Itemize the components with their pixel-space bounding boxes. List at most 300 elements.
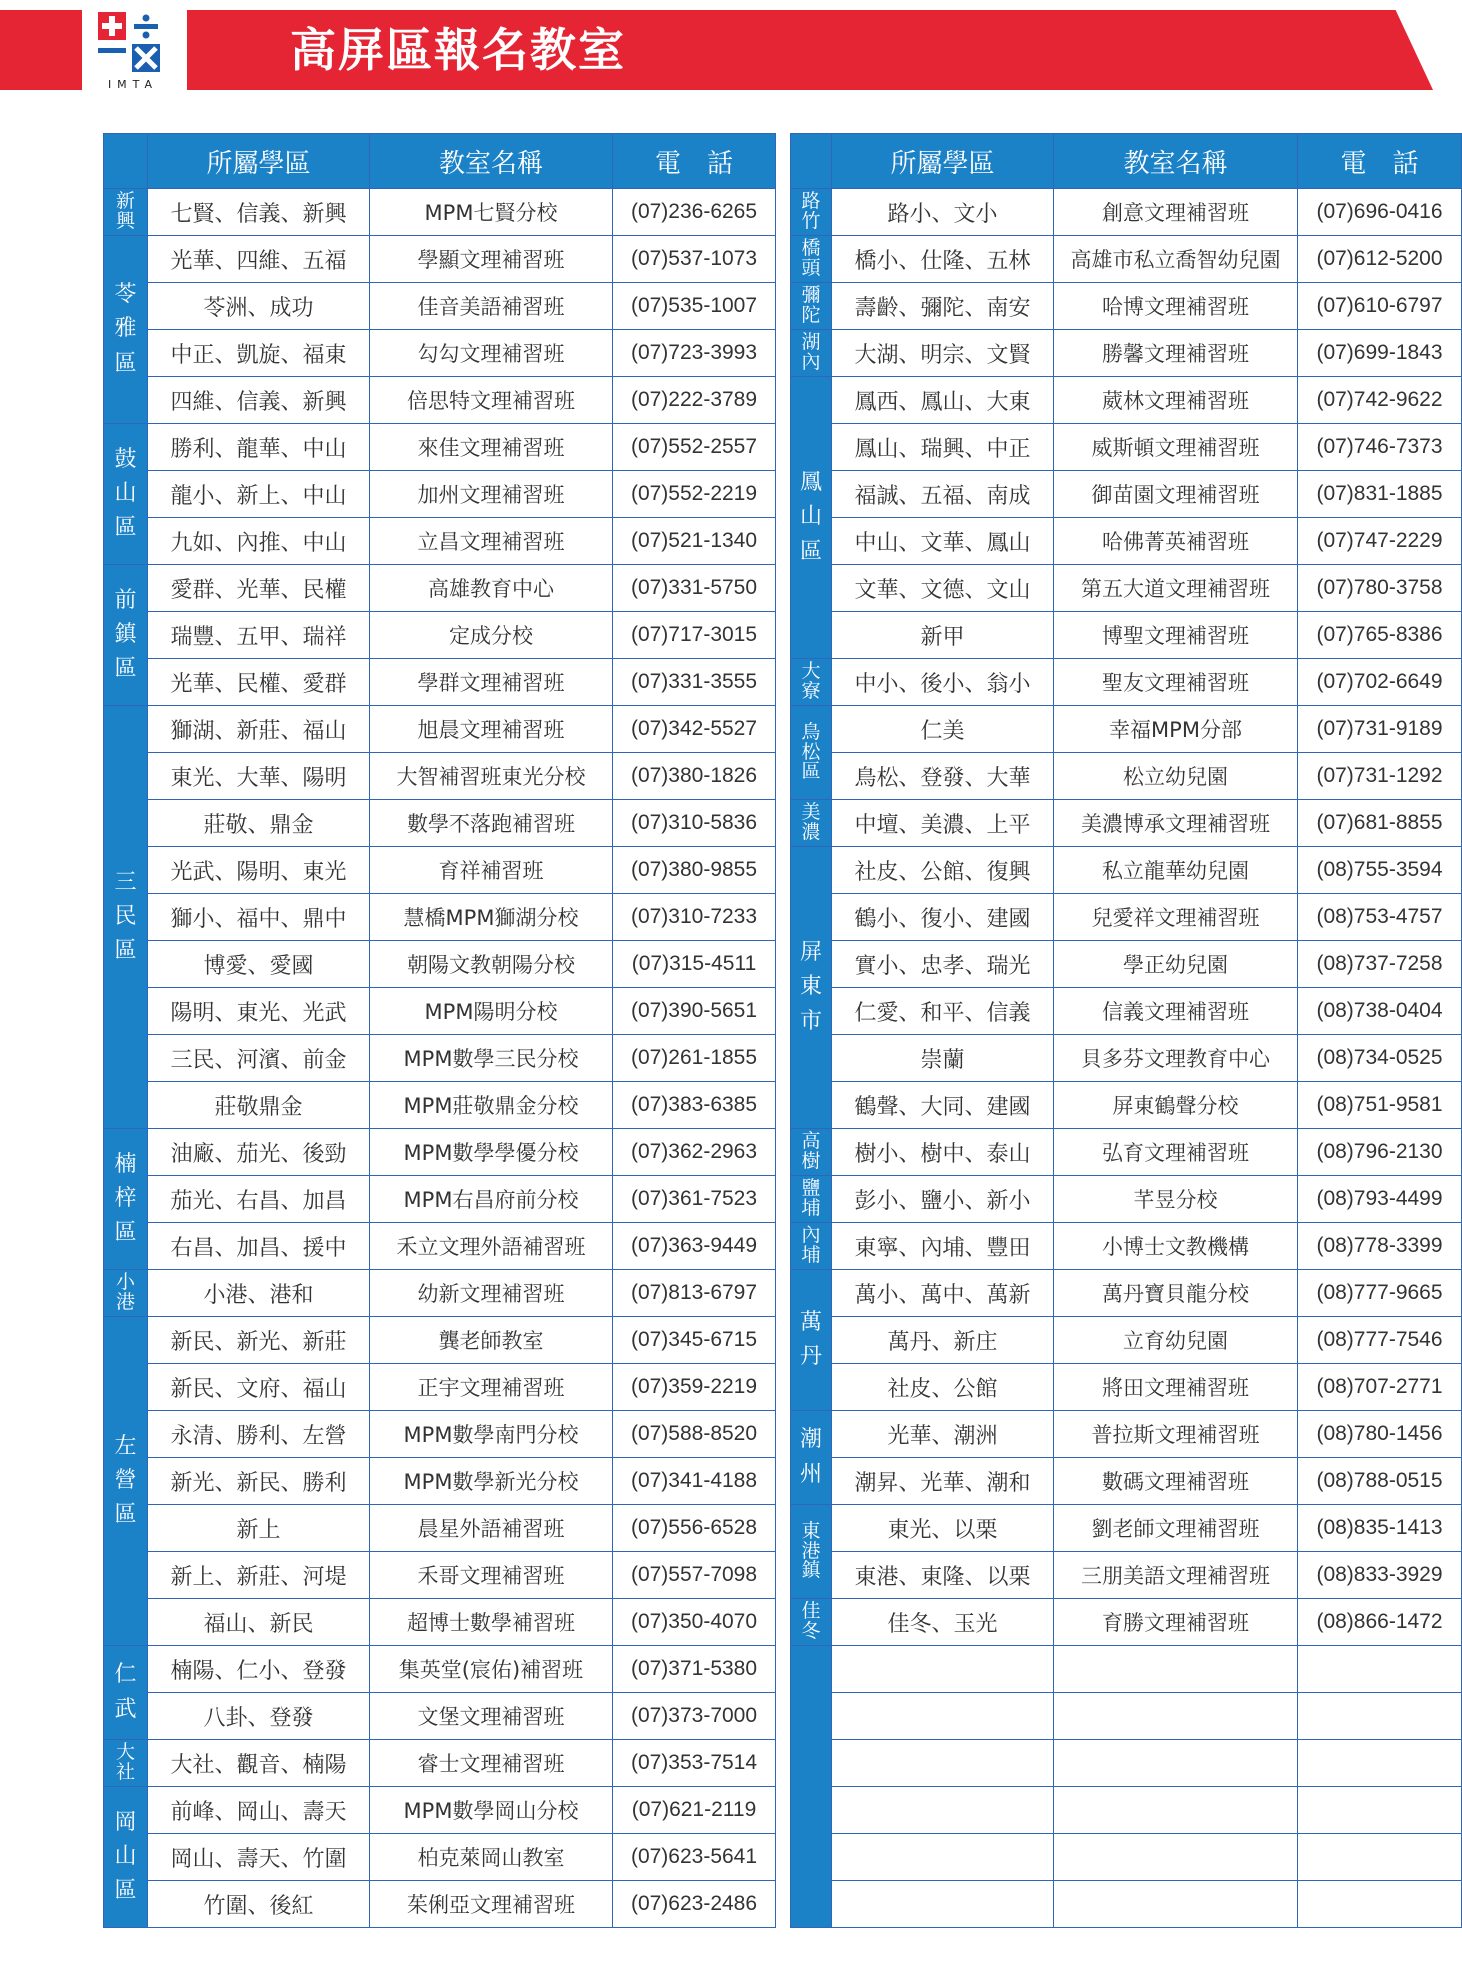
- phone-cell: (07)371-5380: [613, 1646, 776, 1693]
- phone-cell: (07)222-3789: [613, 377, 776, 424]
- region-cell: 湖 內: [791, 330, 832, 377]
- district-cell: 壽齡、彌陀、南安: [832, 283, 1054, 330]
- classroom-cell: 慧橋MPM獅湖分校: [370, 894, 613, 941]
- table-row: [104, 941, 776, 988]
- classroom-cell: 勾勾文理補習班: [370, 330, 613, 377]
- table-row: [104, 330, 776, 377]
- table-row: [104, 800, 776, 847]
- classroom-cell: 屏東鶴聲分校: [1054, 1082, 1298, 1129]
- table-row: [791, 1129, 1462, 1176]
- district-cell: 鳳西、鳳山、大東: [832, 377, 1054, 424]
- classroom-cell: MPM莊敬鼎金分校: [370, 1082, 613, 1129]
- district-cell: 三民、河濱、前金: [148, 1035, 370, 1082]
- table-row: [104, 236, 776, 283]
- district-cell: 勝利、龍華、中山: [148, 424, 370, 471]
- classroom-cell: 立育幼兒園: [1054, 1317, 1298, 1364]
- phone-cell: (07)341-4188: [613, 1458, 776, 1505]
- phone-cell: (07)331-3555: [613, 659, 776, 706]
- right-classroom-table: [790, 133, 1462, 1928]
- table-row: [104, 659, 776, 706]
- district-cell: 獅小、福中、鼎中: [148, 894, 370, 941]
- region-cell: 苓 雅 區: [104, 236, 148, 424]
- table-row: [791, 236, 1462, 283]
- phone-cell: (08)707-2771: [1298, 1364, 1462, 1411]
- classroom-cell: 睿士文理補習班: [370, 1740, 613, 1787]
- classroom-cell: 禾哥文理補習班: [370, 1552, 613, 1599]
- district-cell: 萬小、萬中、萬新: [832, 1270, 1054, 1317]
- table-row: [104, 1223, 776, 1270]
- district-cell: [832, 1881, 1054, 1928]
- phone-cell: (07)390-5651: [613, 988, 776, 1035]
- region-cell: 內 埔: [791, 1223, 832, 1270]
- classroom-cell: MPM右昌府前分校: [370, 1176, 613, 1223]
- region-cell: 岡 山 區: [104, 1787, 148, 1928]
- region-cell: 三 民 區: [104, 706, 148, 1129]
- district-cell: 樹小、樹中、泰山: [832, 1129, 1054, 1176]
- district-cell: 永清、勝利、左營: [148, 1411, 370, 1458]
- phone-cell: (08)793-4499: [1298, 1176, 1462, 1223]
- phone-cell: (08)755-3594: [1298, 847, 1462, 894]
- table-row: [104, 471, 776, 518]
- district-cell: 茄光、右昌、加昌: [148, 1176, 370, 1223]
- region-cell: 楠 梓 區: [104, 1129, 148, 1270]
- phone-cell: (07)362-2963: [613, 1129, 776, 1176]
- district-cell: 實小、忠孝、瑞光: [832, 941, 1054, 988]
- district-cell: 光武、陽明、東光: [148, 847, 370, 894]
- phone-cell: [1298, 1646, 1462, 1693]
- classroom-cell: 貝多芬文理教育中心: [1054, 1035, 1298, 1082]
- district-cell: 福誠、五福、南成: [832, 471, 1054, 518]
- district-cell: 龍小、新上、中山: [148, 471, 370, 518]
- phone-cell: (07)746-7373: [1298, 424, 1462, 471]
- phone-cell: (08)866-1472: [1298, 1599, 1462, 1646]
- district-cell: 東光、大華、陽明: [148, 753, 370, 800]
- district-cell: 右昌、加昌、援中: [148, 1223, 370, 1270]
- phone-cell: (07)342-5527: [613, 706, 776, 753]
- phone-cell: (08)777-7546: [1298, 1317, 1462, 1364]
- phone-cell: (07)623-2486: [613, 1881, 776, 1928]
- region-cell: 大 社: [104, 1740, 148, 1787]
- classroom-cell: MPM七賢分校: [370, 189, 613, 236]
- phone-cell: (08)777-9665: [1298, 1270, 1462, 1317]
- classroom-cell: 芊昱分校: [1054, 1176, 1298, 1223]
- classroom-cell: 文堡文理補習班: [370, 1693, 613, 1740]
- table-row: [791, 1834, 1462, 1881]
- table-row: [104, 1646, 776, 1693]
- classroom-cell: 大智補習班東光分校: [370, 753, 613, 800]
- district-cell: 文華、文德、文山: [832, 565, 1054, 612]
- phone-cell: (07)731-1292: [1298, 753, 1462, 800]
- phone-cell: (07)315-4511: [613, 941, 776, 988]
- classroom-cell: 御苗園文理補習班: [1054, 471, 1298, 518]
- region-cell: 橋 頭: [791, 236, 832, 283]
- phone-cell: (08)737-7258: [1298, 941, 1462, 988]
- table-header-row: [791, 134, 1462, 189]
- phone-cell: (07)556-6528: [613, 1505, 776, 1552]
- classroom-cell: 晨星外語補習班: [370, 1505, 613, 1552]
- table-row: [104, 1082, 776, 1129]
- table-row: [791, 1740, 1462, 1787]
- classroom-cell: 正宇文理補習班: [370, 1364, 613, 1411]
- district-cell: 前峰、岡山、壽天: [148, 1787, 370, 1834]
- table-row: [791, 1082, 1462, 1129]
- table-row: [791, 659, 1462, 706]
- table-row: [791, 1881, 1462, 1928]
- district-cell: 潮昇、光華、潮和: [832, 1458, 1054, 1505]
- district-cell: [832, 1740, 1054, 1787]
- district-cell: 楠陽、仁小、登發: [148, 1646, 370, 1693]
- classroom-cell: 立昌文理補習班: [370, 518, 613, 565]
- classroom-cell: 旭晨文理補習班: [370, 706, 613, 753]
- phone-cell: (07)623-5641: [613, 1834, 776, 1881]
- table-row: [104, 189, 776, 236]
- table-row: [104, 1552, 776, 1599]
- table-row: [791, 1176, 1462, 1223]
- table-row: [104, 1270, 776, 1317]
- phone-cell: (07)696-0416: [1298, 189, 1462, 236]
- classroom-cell: [1054, 1740, 1298, 1787]
- phone-cell: (08)734-0525: [1298, 1035, 1462, 1082]
- phone-cell: (07)535-1007: [613, 283, 776, 330]
- classroom-cell: MPM數學南門分校: [370, 1411, 613, 1458]
- phone-cell: (07)345-6715: [613, 1317, 776, 1364]
- district-cell: 新上: [148, 1505, 370, 1552]
- classroom-cell: 學群文理補習班: [370, 659, 613, 706]
- table-row: [791, 377, 1462, 424]
- classroom-cell: 將田文理補習班: [1054, 1364, 1298, 1411]
- classroom-cell: 茱俐亞文理補習班: [370, 1881, 613, 1928]
- district-cell: 小港、港和: [148, 1270, 370, 1317]
- header-region: [791, 134, 832, 189]
- table-row: [791, 1317, 1462, 1364]
- phone-cell: (08)796-2130: [1298, 1129, 1462, 1176]
- table-row: [104, 1176, 776, 1223]
- table-row: [104, 612, 776, 659]
- phone-cell: (08)738-0404: [1298, 988, 1462, 1035]
- classroom-cell: MPM數學岡山分校: [370, 1787, 613, 1834]
- district-cell: 四維、信義、新興: [148, 377, 370, 424]
- table-row: [104, 1317, 776, 1364]
- header-region: [104, 134, 148, 189]
- table-row: [791, 424, 1462, 471]
- table-row: [104, 1035, 776, 1082]
- phone-cell: (07)373-7000: [613, 1693, 776, 1740]
- phone-cell: (07)380-9855: [613, 847, 776, 894]
- classroom-cell: 三朋美語文理補習班: [1054, 1552, 1298, 1599]
- classroom-cell: 超博士數學補習班: [370, 1599, 613, 1646]
- table-row: [104, 706, 776, 753]
- classroom-cell: 學顯文理補習班: [370, 236, 613, 283]
- classroom-cell: 弘育文理補習班: [1054, 1129, 1298, 1176]
- district-cell: 七賢、信義、新興: [148, 189, 370, 236]
- classroom-cell: 朝陽文教朝陽分校: [370, 941, 613, 988]
- classroom-cell: 集英堂(宸佑)補習班: [370, 1646, 613, 1693]
- region-cell: 潮 州: [791, 1411, 832, 1505]
- table-row: [791, 1270, 1462, 1317]
- district-cell: 鳳山、瑞興、中正: [832, 424, 1054, 471]
- classroom-cell: 定成分校: [370, 612, 613, 659]
- left-classroom-table: [103, 133, 776, 1928]
- region-cell: 路 竹: [791, 189, 832, 236]
- table-row: [791, 1693, 1462, 1740]
- classroom-cell: MPM數學三民分校: [370, 1035, 613, 1082]
- district-cell: 東寧、內埔、豐田: [832, 1223, 1054, 1270]
- region-cell: 佳 冬: [791, 1599, 832, 1646]
- district-cell: 東光、以栗: [832, 1505, 1054, 1552]
- classroom-cell: 博聖文理補習班: [1054, 612, 1298, 659]
- phone-cell: (07)380-1826: [613, 753, 776, 800]
- phone-cell: (07)350-4070: [613, 1599, 776, 1646]
- phone-cell: [1298, 1834, 1462, 1881]
- region-cell: 鳳 山 區: [791, 377, 832, 659]
- phone-cell: (08)751-9581: [1298, 1082, 1462, 1129]
- table-row: [791, 1223, 1462, 1270]
- district-cell: [832, 1646, 1054, 1693]
- phone-cell: (07)359-2219: [613, 1364, 776, 1411]
- region-cell: 鹽 埔: [791, 1176, 832, 1223]
- region-cell: 大 寮: [791, 659, 832, 706]
- classroom-cell: 私立龍華幼兒園: [1054, 847, 1298, 894]
- district-cell: 鶴小、復小、建國: [832, 894, 1054, 941]
- phone-cell: (07)747-2229: [1298, 518, 1462, 565]
- header-district: 所屬學區: [148, 134, 370, 189]
- district-cell: 佳冬、玉光: [832, 1599, 1054, 1646]
- table-row: [791, 706, 1462, 753]
- district-cell: 光華、民權、愛群: [148, 659, 370, 706]
- header-phone: 電 話: [1298, 134, 1462, 189]
- district-cell: 九如、內推、中山: [148, 518, 370, 565]
- phone-cell: [1298, 1740, 1462, 1787]
- classroom-cell: MPM數學學優分校: [370, 1129, 613, 1176]
- header-phone: 電 話: [613, 134, 776, 189]
- table-row: [104, 377, 776, 424]
- district-cell: 新民、新光、新莊: [148, 1317, 370, 1364]
- phone-cell: (07)699-1843: [1298, 330, 1462, 377]
- phone-cell: (07)723-3993: [613, 330, 776, 377]
- phone-cell: (07)310-7233: [613, 894, 776, 941]
- district-cell: 新光、新民、勝利: [148, 1458, 370, 1505]
- classroom-cell: 高雄教育中心: [370, 565, 613, 612]
- table-row: [104, 1740, 776, 1787]
- classroom-cell: [1054, 1834, 1298, 1881]
- region-cell: 高 樹: [791, 1129, 832, 1176]
- table-row: [104, 1129, 776, 1176]
- classroom-cell: 育勝文理補習班: [1054, 1599, 1298, 1646]
- table-row: [104, 283, 776, 330]
- table-row: [104, 1505, 776, 1552]
- table-row: [104, 1458, 776, 1505]
- phone-cell: (07)261-1855: [613, 1035, 776, 1082]
- district-cell: [832, 1787, 1054, 1834]
- phone-cell: (07)612-5200: [1298, 236, 1462, 283]
- classroom-cell: [1054, 1787, 1298, 1834]
- phone-cell: [1298, 1787, 1462, 1834]
- classroom-cell: 高雄市私立喬智幼兒園: [1054, 236, 1298, 283]
- table-row: [791, 753, 1462, 800]
- classroom-cell: 信義文理補習班: [1054, 988, 1298, 1035]
- phone-cell: (07)552-2219: [613, 471, 776, 518]
- classroom-cell: 加州文理補習班: [370, 471, 613, 518]
- classroom-cell: 育祥補習班: [370, 847, 613, 894]
- table-row: [791, 1458, 1462, 1505]
- district-cell: 橋小、仕隆、五林: [832, 236, 1054, 283]
- table-row: [104, 894, 776, 941]
- classroom-cell: MPM數學新光分校: [370, 1458, 613, 1505]
- classroom-cell: 哈博文理補習班: [1054, 283, 1298, 330]
- district-cell: 鶴聲、大同、建國: [832, 1082, 1054, 1129]
- phone-cell: (07)557-7098: [613, 1552, 776, 1599]
- table-row: [791, 283, 1462, 330]
- classroom-cell: 禾立文理外語補習班: [370, 1223, 613, 1270]
- region-cell: 萬 丹: [791, 1270, 832, 1411]
- classroom-cell: 倍思特文理補習班: [370, 377, 613, 424]
- classroom-cell: [1054, 1646, 1298, 1693]
- classroom-cell: 松立幼兒園: [1054, 753, 1298, 800]
- table-row: [791, 941, 1462, 988]
- phone-cell: (07)521-1340: [613, 518, 776, 565]
- phone-cell: (07)813-6797: [613, 1270, 776, 1317]
- table-row: [791, 988, 1462, 1035]
- phone-cell: (08)833-3929: [1298, 1552, 1462, 1599]
- phone-cell: (07)610-6797: [1298, 283, 1462, 330]
- phone-cell: (07)310-5836: [613, 800, 776, 847]
- district-cell: 莊敬、鼎金: [148, 800, 370, 847]
- phone-cell: (08)780-1456: [1298, 1411, 1462, 1458]
- district-cell: 鳥松、登發、大華: [832, 753, 1054, 800]
- district-cell: 岡山、壽天、竹圍: [148, 1834, 370, 1881]
- district-cell: 獅湖、新莊、福山: [148, 706, 370, 753]
- table-row: [791, 565, 1462, 612]
- region-cell: 屏 東 市: [791, 847, 832, 1129]
- table-row: [791, 189, 1462, 236]
- table-row: [104, 988, 776, 1035]
- classroom-cell: 第五大道文理補習班: [1054, 565, 1298, 612]
- table-row: [791, 1787, 1462, 1834]
- table-row: [791, 1364, 1462, 1411]
- phone-cell: (07)780-3758: [1298, 565, 1462, 612]
- table-row: [791, 612, 1462, 659]
- classroom-cell: 幼新文理補習班: [370, 1270, 613, 1317]
- classroom-cell: [1054, 1693, 1298, 1740]
- phone-cell: [1298, 1881, 1462, 1928]
- region-cell: 仁 武: [104, 1646, 148, 1740]
- phone-cell: (07)621-2119: [613, 1787, 776, 1834]
- classroom-cell: 學正幼兒園: [1054, 941, 1298, 988]
- region-cell: 小 港: [104, 1270, 148, 1317]
- district-cell: 新民、文府、福山: [148, 1364, 370, 1411]
- table-row: [104, 847, 776, 894]
- table-row: [791, 330, 1462, 377]
- phone-cell: (07)717-3015: [613, 612, 776, 659]
- classroom-cell: 劉老師文理補習班: [1054, 1505, 1298, 1552]
- district-cell: 光華、潮洲: [832, 1411, 1054, 1458]
- table-row: [104, 565, 776, 612]
- phone-cell: (07)353-7514: [613, 1740, 776, 1787]
- region-cell: [791, 1646, 832, 1928]
- classroom-cell: 萬丹寶貝龍分校: [1054, 1270, 1298, 1317]
- table-row: [791, 1599, 1462, 1646]
- district-cell: 福山、新民: [148, 1599, 370, 1646]
- table-row: [104, 1364, 776, 1411]
- classroom-cell: 葳林文理補習班: [1054, 377, 1298, 424]
- phone-cell: (08)778-3399: [1298, 1223, 1462, 1270]
- classroom-cell: MPM陽明分校: [370, 988, 613, 1035]
- district-cell: 路小、文小: [832, 189, 1054, 236]
- classroom-cell: 幸福MPM分部: [1054, 706, 1298, 753]
- region-cell: 東 港 鎮: [791, 1505, 832, 1599]
- district-cell: [832, 1693, 1054, 1740]
- classroom-cell: 柏克萊岡山教室: [370, 1834, 613, 1881]
- classroom-cell: 小博士文教機構: [1054, 1223, 1298, 1270]
- phone-cell: (07)363-9449: [613, 1223, 776, 1270]
- phone-cell: (07)731-9189: [1298, 706, 1462, 753]
- classroom-cell: 來佳文理補習班: [370, 424, 613, 471]
- district-cell: 愛群、光華、民權: [148, 565, 370, 612]
- header-classroom: 教室名稱: [370, 134, 613, 189]
- district-cell: 中壇、美濃、上平: [832, 800, 1054, 847]
- classroom-cell: 勝馨文理補習班: [1054, 330, 1298, 377]
- classroom-cell: 威斯頓文理補習班: [1054, 424, 1298, 471]
- table-row: [791, 1646, 1462, 1693]
- phone-cell: (08)788-0515: [1298, 1458, 1462, 1505]
- phone-cell: (07)383-6385: [613, 1082, 776, 1129]
- phone-cell: (07)681-8855: [1298, 800, 1462, 847]
- table-row: [104, 1599, 776, 1646]
- table-row: [104, 1693, 776, 1740]
- phone-cell: (07)552-2557: [613, 424, 776, 471]
- table-row: [791, 1035, 1462, 1082]
- district-cell: 社皮、公館、復興: [832, 847, 1054, 894]
- table-row: [104, 1411, 776, 1458]
- classroom-cell: 美濃博承文理補習班: [1054, 800, 1298, 847]
- district-cell: 新甲: [832, 612, 1054, 659]
- classroom-cell: 數學不落跑補習班: [370, 800, 613, 847]
- table-row: [791, 1411, 1462, 1458]
- district-cell: 萬丹、新庄: [832, 1317, 1054, 1364]
- district-cell: 油廠、茄光、後勁: [148, 1129, 370, 1176]
- table-row: [791, 847, 1462, 894]
- header-district: 所屬學區: [832, 134, 1054, 189]
- table-row: [791, 894, 1462, 941]
- district-cell: 仁美: [832, 706, 1054, 753]
- table-row: [791, 518, 1462, 565]
- phone-cell: (07)742-9622: [1298, 377, 1462, 424]
- district-cell: [832, 1834, 1054, 1881]
- classroom-cell: 普拉斯文理補習班: [1054, 1411, 1298, 1458]
- district-cell: 中小、後小、翁小: [832, 659, 1054, 706]
- district-cell: 新上、新莊、河堤: [148, 1552, 370, 1599]
- district-cell: 莊敬鼎金: [148, 1082, 370, 1129]
- phone-cell: (08)753-4757: [1298, 894, 1462, 941]
- header-left-accent: [0, 10, 82, 90]
- table-row: [791, 1552, 1462, 1599]
- table-row: [104, 424, 776, 471]
- district-cell: 八卦、登發: [148, 1693, 370, 1740]
- district-cell: 東港、東隆、以栗: [832, 1552, 1054, 1599]
- classroom-cell: 創意文理補習班: [1054, 189, 1298, 236]
- classroom-cell: [1054, 1881, 1298, 1928]
- district-cell: 大社、觀音、楠陽: [148, 1740, 370, 1787]
- phone-cell: (07)361-7523: [613, 1176, 776, 1223]
- logo-caption: IMTA: [107, 78, 159, 91]
- table-row: [104, 518, 776, 565]
- table-row: [791, 471, 1462, 518]
- header-classroom: 教室名稱: [1054, 134, 1298, 189]
- district-cell: 光華、四維、五福: [148, 236, 370, 283]
- table-header-row: [104, 134, 776, 189]
- phone-cell: (07)236-6265: [613, 189, 776, 236]
- region-cell: 左 營 區: [104, 1317, 148, 1646]
